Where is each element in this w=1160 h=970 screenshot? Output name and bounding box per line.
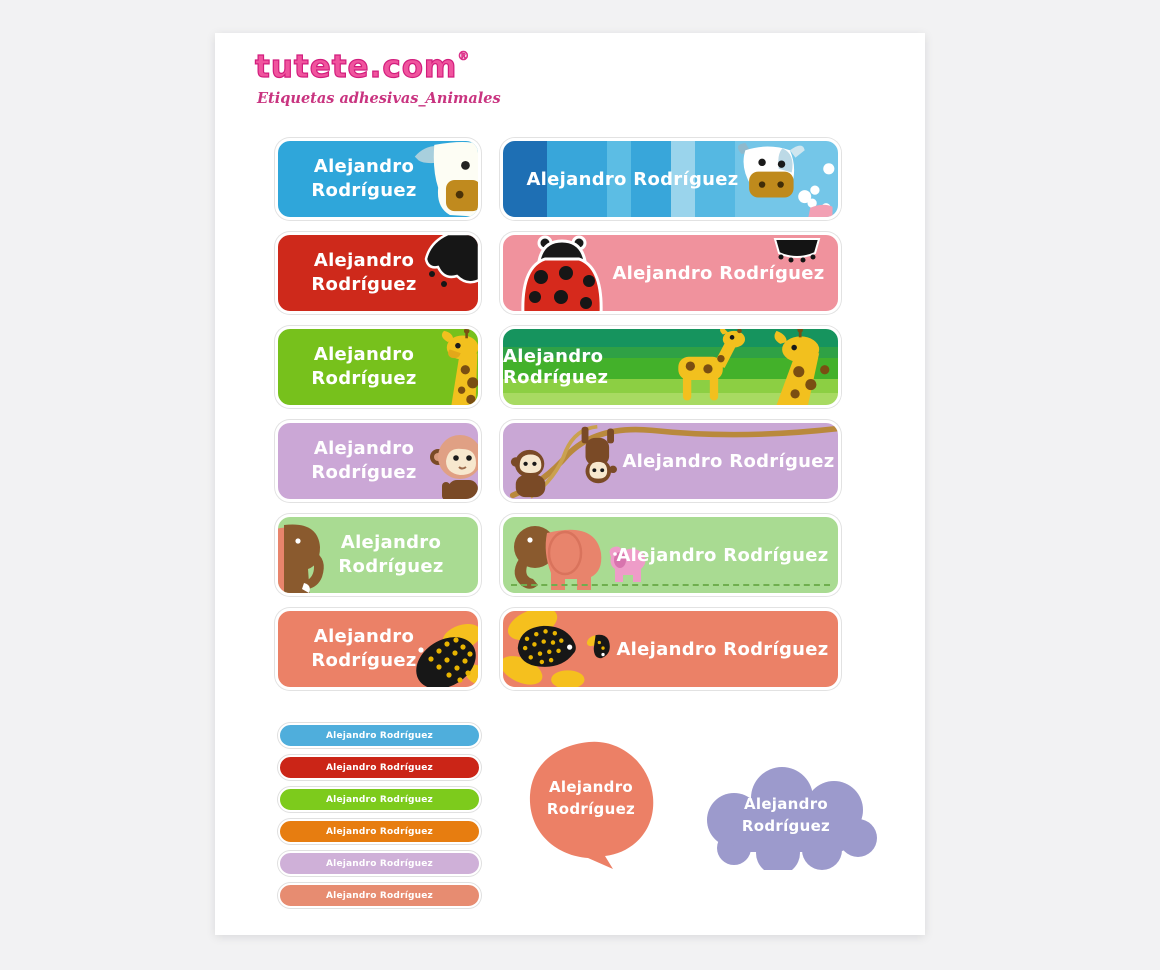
sticker-bee-large [500, 608, 841, 690]
sticker-name [503, 611, 838, 687]
mini-label-coral [278, 883, 481, 908]
logo-text: tutete.com [255, 49, 458, 85]
blob-label [520, 739, 662, 871]
sticker-name [503, 141, 838, 217]
sticker-name [278, 517, 478, 593]
sticker-name [278, 141, 478, 217]
name-first: Alejandro [313, 250, 415, 271]
name-full: Alejandro Rodríguez [616, 544, 829, 566]
name-last: Rodríguez [311, 462, 417, 483]
name-full: Alejandro Rodríguez [326, 762, 433, 773]
name-full: Alejandro Rodríguez [326, 858, 433, 869]
sticker-cow-large [500, 138, 841, 220]
sticker-monkey-small [275, 420, 481, 502]
name-first: Alejandro [313, 156, 415, 177]
sticker-name [503, 329, 838, 405]
cloud-label [694, 760, 878, 870]
sticker-name [503, 235, 838, 311]
name-first: Alejandro [743, 795, 828, 813]
name-last: Rodríguez [311, 650, 417, 671]
name-last: Rodríguez [311, 368, 417, 389]
sticker-ladybug-large [500, 232, 841, 314]
name-first: Alejandro [548, 778, 633, 796]
name-first: Alejandro [340, 532, 442, 553]
name-full: Alejandro Rodríguez [326, 794, 433, 805]
name-full: Alejandro Rodríguez [622, 450, 835, 472]
sticker-name [278, 235, 478, 311]
mini-label-lavender [278, 851, 481, 876]
sticker-name [520, 739, 662, 871]
sheet-title: Etiquetas adhesivas_Animales [257, 90, 501, 107]
name-full: Alejandro Rodríguez [326, 890, 433, 901]
name-full: Alejandro Rodríguez [526, 168, 739, 190]
name-first: Alejandro [313, 626, 415, 647]
sticker-name [278, 423, 478, 499]
name-first: Alejandro [313, 438, 415, 459]
mini-label-blue [278, 723, 481, 748]
sticker-name [278, 611, 478, 687]
registered-mark-icon: ® [457, 49, 471, 63]
sticker-giraffe-large [500, 326, 841, 408]
sticker-name [503, 517, 838, 593]
name-full: Alejandro Rodríguez [503, 346, 609, 388]
name-full: Alejandro Rodríguez [612, 262, 825, 284]
name-last: Rodríguez [311, 274, 417, 295]
name-full: Alejandro Rodríguez [326, 826, 433, 837]
name-full: Alejandro Rodríguez [616, 638, 829, 660]
name-last: Rodríguez [338, 556, 444, 577]
sticker-cow-small [275, 138, 481, 220]
sticker-monkey-large [500, 420, 841, 502]
name-full: Alejandro Rodríguez [326, 730, 433, 741]
mini-label-red [278, 755, 481, 780]
sticker-giraffe-small [275, 326, 481, 408]
name-last: Rodríguez [741, 817, 831, 835]
name-last: Rodríguez [311, 180, 417, 201]
sticker-ladybug-small [275, 232, 481, 314]
name-last: Rodríguez [546, 800, 636, 818]
mini-label-green [278, 787, 481, 812]
sticker-elephant-small [275, 514, 481, 596]
label-sheet [215, 33, 925, 935]
sticker-name [503, 423, 838, 499]
tutete-logo [255, 49, 470, 85]
name-first: Alejandro [313, 344, 415, 365]
sticker-name [694, 760, 878, 870]
mini-label-orange [278, 819, 481, 844]
sticker-name [278, 329, 478, 405]
sticker-elephant-large [500, 514, 841, 596]
sticker-bee-small [275, 608, 481, 690]
